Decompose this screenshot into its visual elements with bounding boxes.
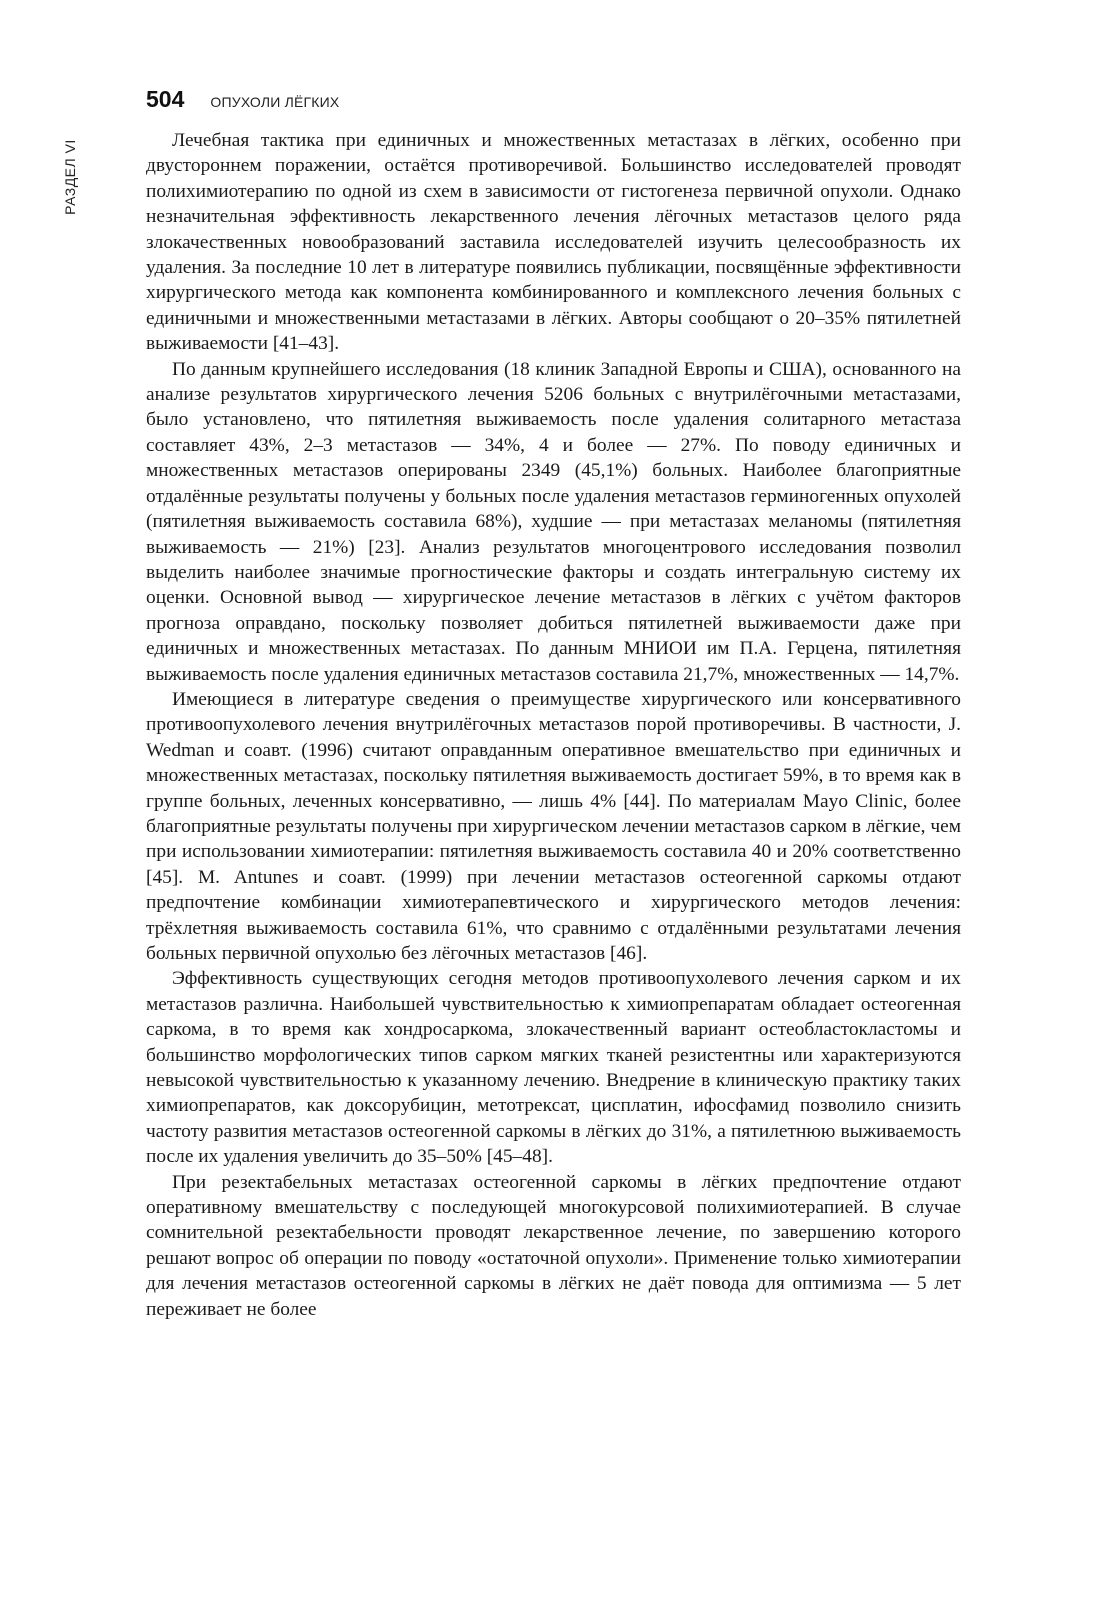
paragraph: Эффективность существующих сегодня методов противоопухолевого лечения сарком и их метастазов различна. Наибольшей чувствительностью к химиопрепаратам обладает остеогенная саркома, в то время как хондросаркома, злокачественный вариант остеобластокластомы и большинство морфологических типов сарком мягких тканей резистентны или характеризуются невысокой чувствительностью к указанному лечению. Внедрение в клиническую практику таких химиопрепаратов, как доксорубицин, метотрексат, цисплатин, ифосфамид позволило снизить частоту развития метастазов остеогенной саркомы в лёгких до 31%, а пятилетнюю выживаемость после их удаления увеличить до 35–50% [45–48]. [146, 968, 961, 1168]
section-label [54, 132, 86, 222]
section-label-text: РАЗДЕЛ VI [62, 139, 79, 215]
page-number: 504 [146, 86, 185, 112]
paragraph: Имеющиеся в литературе сведения о преимуществе хирургического или консервативного противоопухолевого лечения внутрилёгочных метастазов порой противоречивы. В частности, J. Wedman и соавт. (1996) считают оправданным оперативное вмешательство при единичных и множественных метастазах, поскольку пятилетняя выживаемость достигает 59%, в то время как в группе больных, леченных консервативно, — лишь 4% [44]. По материалам Mayo Clinic, более благоприятные результаты получены при хирургическом лечении метастазов сарком в лёгкие, чем при использовании химиотерапии: пятилетняя выживаемость составила 40 и 20% соответственно [45]. M. Antunes и соавт. (1999) при лечении метастазов остеогенной саркомы отдают предпочтение комбинации химиотерапевтического и хирургического методов лечения: трёхлетняя выживаемость составила 61%, что сравнимо с отдалёнными результатами лечения больных первичной опухолью без лёгочных метастазов [46]. [146, 688, 961, 964]
page-header [146, 86, 339, 113]
paragraph: По данным крупнейшего исследования (18 клиник Западной Европы и США), основанного на анализе результатов хирургического лечения 5206 больных с внутрилёгочными метастазами, было установлено, что пятилетняя выживаемость после удаления солитарного метастаза составляет 43%, 2–3 метастазов — 34%, 4 и более — 27%. По поводу единичных и множественных метастазов оперированы 2349 (45,1%) больных. Наиболее благоприятные отдалённые результаты получены у больных после удаления метастазов герминогенных опухолей (пятилетняя выживаемость составила 68%), худшие — при метастазах меланомы (пятилетняя выживаемость — 21%) [23]. Анализ результатов многоцентрового исследования позволил выделить наиболее значимые прогностические факторы и создать интегральную систему их оценки. Основной вывод — хирургическое лечение метастазов в лёгких с учётом факторов прогноза оправдано, поскольку позволяет добиться пятилетней выживаемости даже при единичных и множественных метастазах. По данным МНИОИ им П.А. Герцена, пятилетняя выживаемость после удаления единичных метастазов составила 21,7%, множественных — 14,7%. [146, 358, 961, 685]
paragraph: Лечебная тактика при единичных и множественных метастазах в лёгких, особенно при двустороннем поражении, остаётся противоречивой. Большинство исследователей проводят полихимиотерапию по одной из схем в зависимости от гистогенеза первичной опухоли. Однако незначительная эффективность лекарственного лечения лёгочных метастазов целого ряда злокачественных новообразований заставила исследователей изучить целесообразность их удаления. За последние 10 лет в литературе появились публикации, посвящённые эффективности хирургического метода как компонента комбинированного и комплексного лечения больных с единичными и множественными метастазами в лёгких. Авторы сообщают о 20–35% пятилетней выживаемости [41–43]. [146, 130, 961, 355]
body-text [146, 128, 961, 1322]
running-title: ОПУХОЛИ ЛЁГКИХ [210, 94, 340, 110]
paragraph: При резектабельных метастазах остеогенной саркомы в лёгких предпочтение отдают оперативному вмешательству с последующей многокурсовой полихимиотерапией. В случае сомнительной резектабельности проводят лекарственное лечение, по завершению которого решают вопрос об операции по поводу «остаточной опухоли». Применение только химиотерапии для лечения метастазов остеогенной саркомы в лёгких не даёт повода для оптимизма — 5 лет переживает не более [146, 1171, 961, 1320]
